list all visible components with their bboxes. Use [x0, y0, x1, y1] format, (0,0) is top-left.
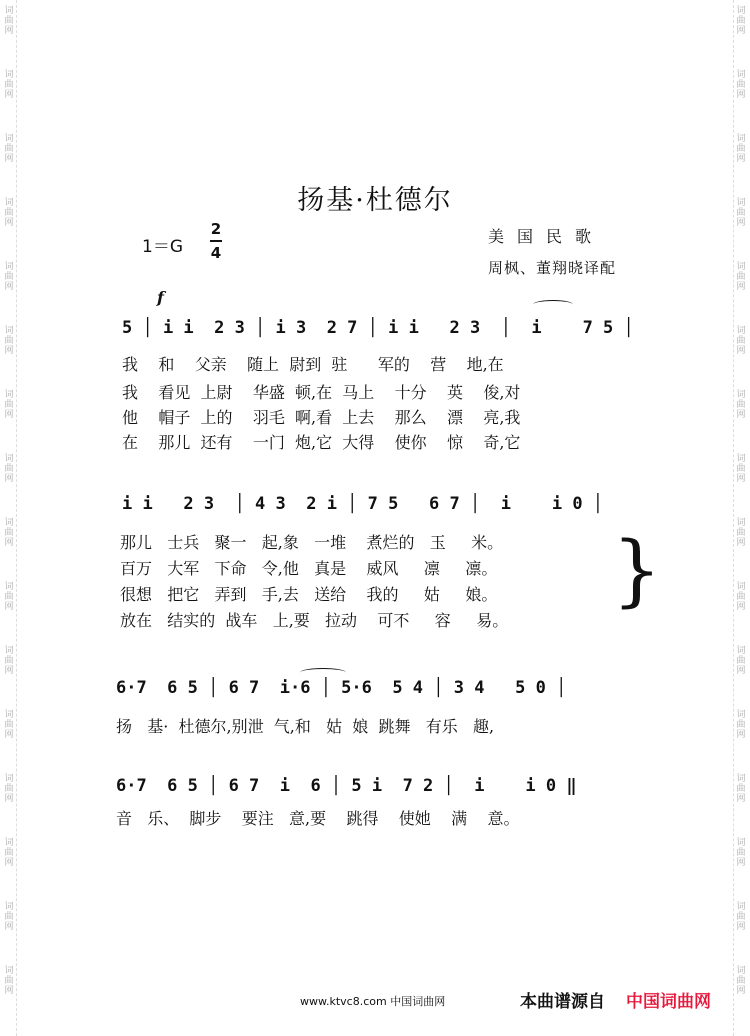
lyric-line-1-verse-4: 在 那儿 还有 一门 炮,它 大得 使你 惊 奇,它: [122, 433, 521, 452]
lyric-line-3: 扬 基· 杜德尔,别泄 气,和 姑 娘 跳舞 有乐 趣,: [116, 717, 495, 736]
key-signature: 1＝G: [142, 237, 183, 257]
footer-source-label: 本曲谱源自: [520, 992, 605, 1012]
left-watermark-strip: 词 曲 网 词 曲 网 词 曲 网 词 曲 网 词 曲 网 词 曲 网 词 曲 网 词 曲 网 词 曲 网 词 曲 网 词 曲 网 词 曲 网 词 曲 网 词 曲 网 词 曲 网 词 曲 网: [2, 0, 17, 1036]
slur: [533, 300, 573, 309]
lyric-line-4: 音 乐、 脚步 要注 意,要 跳得 使她 满 意。: [116, 809, 520, 828]
meter-top: 2: [210, 220, 222, 238]
lyric-line-1-verse-1: 我 和 父亲 随上 尉到 驻 军的 营 地,在: [122, 355, 504, 374]
lyric-line-2-verse-1: 那儿 士兵 聚一 起,象 一堆 煮烂的 玉 米。: [120, 533, 504, 552]
right-watermark-strip: 词 曲 网 词 曲 网 词 曲 网 词 曲 网 词 曲 网 词 曲 网 词 曲 网 词 曲 网 词 曲 网 词 曲 网 词 曲 网 词 曲 网 词 曲 网 词 曲 网 词 曲 网 词 曲 网: [733, 0, 748, 1036]
footer-brand: 中国词曲网: [626, 992, 711, 1012]
notes-line-3: 6·7 6 5 │ 6 7 i·6 │ 5·6 5 4 │ 3 4 5 0 │: [116, 678, 567, 698]
time-signature: [210, 220, 222, 262]
lyric-line-2-verse-4: 放在 结实的 战车 上,要 拉动 可不 容 易。: [120, 611, 509, 630]
lyric-line-2-verse-3: 很想 把它 弄到 手,去 送给 我的 姑 娘。: [120, 585, 498, 604]
dynamic-marking: f: [157, 288, 164, 307]
meter-divider: [210, 240, 222, 242]
footer-url: www.ktvc8.com 中国词曲网: [300, 995, 446, 1008]
song-origin: 美国民歌: [488, 227, 605, 246]
lyric-line-1-verse-3: 他 帽子 上的 羽毛 啊,看 上去 那么 漂 亮,我: [122, 408, 521, 427]
notes-line-1: 5 │ i i 2 3 │ i 3 2 7 │ i i 2 3 │ i 7 5 │: [122, 318, 634, 338]
slur: [300, 668, 346, 677]
notes-line-4: 6·7 6 5 │ 6 7 i 6 │ 5 i 7 2 │ i i 0 ‖: [116, 776, 577, 796]
song-title: 扬基·杜德尔: [297, 185, 453, 216]
notes-line-2: i i 2 3 │ 4 3 2 i │ 7 5 6 7 │ i i 0 │: [122, 494, 604, 514]
meter-bottom: 4: [210, 244, 222, 262]
lyric-line-1-verse-2: 我 看见 上尉 华盛 顿,在 马上 十分 英 俊,对: [122, 383, 521, 402]
lyric-line-2-verse-2: 百万 大军 下命 令,他 真是 威风 凛 凛。: [120, 559, 498, 578]
verse-brace: }: [612, 526, 662, 616]
translator-credit: 周枫、董翔晓译配: [488, 259, 617, 277]
